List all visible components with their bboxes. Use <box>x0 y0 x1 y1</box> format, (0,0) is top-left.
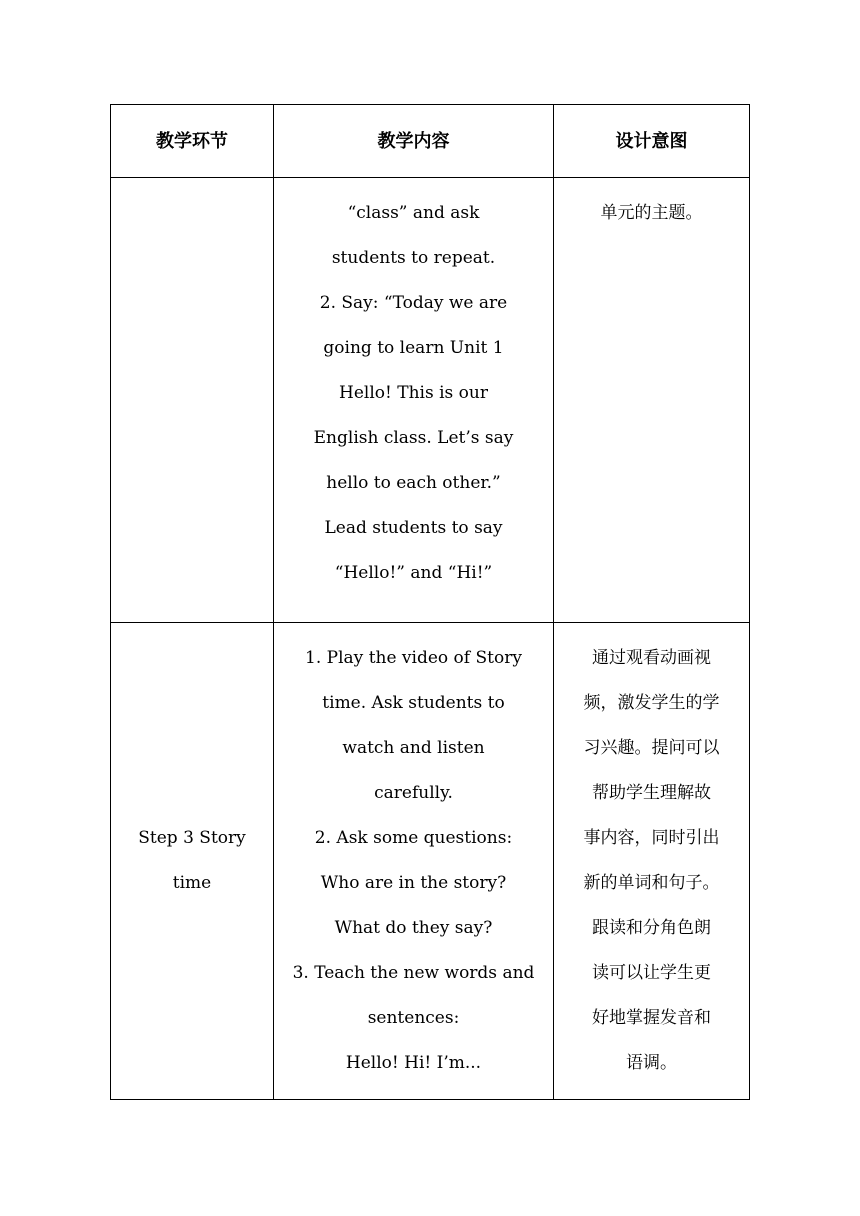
header-teaching-content: 教学内容 <box>274 105 554 178</box>
content-line: Hello! Hi! I’m... <box>345 1053 482 1073</box>
header-teaching-stage: 教学环节 <box>111 105 274 178</box>
table-header-row <box>111 105 750 178</box>
intent-line: 新的单词和句子。 <box>583 873 720 893</box>
lesson-plan-table <box>110 104 750 1100</box>
content-line: going to learn Unit 1 <box>323 338 504 358</box>
content-line: students to repeat. <box>331 248 496 268</box>
intent-line: 语调。 <box>626 1053 677 1073</box>
stage-line: time <box>172 873 212 893</box>
intent-line: 事内容，同时引出 <box>583 828 720 848</box>
content-cell <box>274 178 554 623</box>
content-line: “Hello!” and “Hi!” <box>334 563 493 583</box>
intent-line: 帮助学生理解故 <box>592 783 711 803</box>
content-line: “class” and ask <box>347 203 480 223</box>
content-line: watch and listen <box>342 738 485 758</box>
intent-line: 读可以让学生更 <box>592 963 711 983</box>
stage-cell <box>111 623 274 1100</box>
intent-line: 通过观看动画视 <box>592 648 711 668</box>
content-line: 2. Say: “Today we are <box>319 293 508 313</box>
content-line: carefully. <box>374 783 453 803</box>
content-line: time. Ask students to <box>322 693 505 713</box>
intent-cell <box>554 178 750 623</box>
stage-line: Step 3 Story <box>138 828 246 848</box>
header-design-intent: 设计意图 <box>554 105 750 178</box>
intent-line: 单元的主题。 <box>600 203 703 223</box>
content-line: 3. Teach the new words and <box>292 963 535 983</box>
content-line: Lead students to say <box>324 518 503 538</box>
content-line: Who are in the story? <box>320 873 507 893</box>
table-row <box>111 623 750 1100</box>
content-line: hello to each other.” <box>326 473 501 493</box>
intent-line: 频，激发学生的学 <box>583 693 720 713</box>
content-line: Hello! This is our <box>339 383 488 403</box>
intent-line: 习兴趣。提问可以 <box>583 738 720 758</box>
content-line: What do they say? <box>334 918 493 938</box>
content-line: English class. Let’s say <box>313 428 514 448</box>
intent-line: 跟读和分角色朗 <box>592 918 711 938</box>
content-line: sentences: <box>367 1008 460 1028</box>
intent-line: 好地掌握发音和 <box>592 1008 711 1028</box>
content-line: 1. Play the video of Story <box>305 648 522 668</box>
stage-cell <box>111 178 274 623</box>
content-line: 2. Ask some questions: <box>314 828 513 848</box>
content-cell <box>274 623 554 1100</box>
intent-cell <box>554 623 750 1100</box>
table-row <box>111 178 750 623</box>
